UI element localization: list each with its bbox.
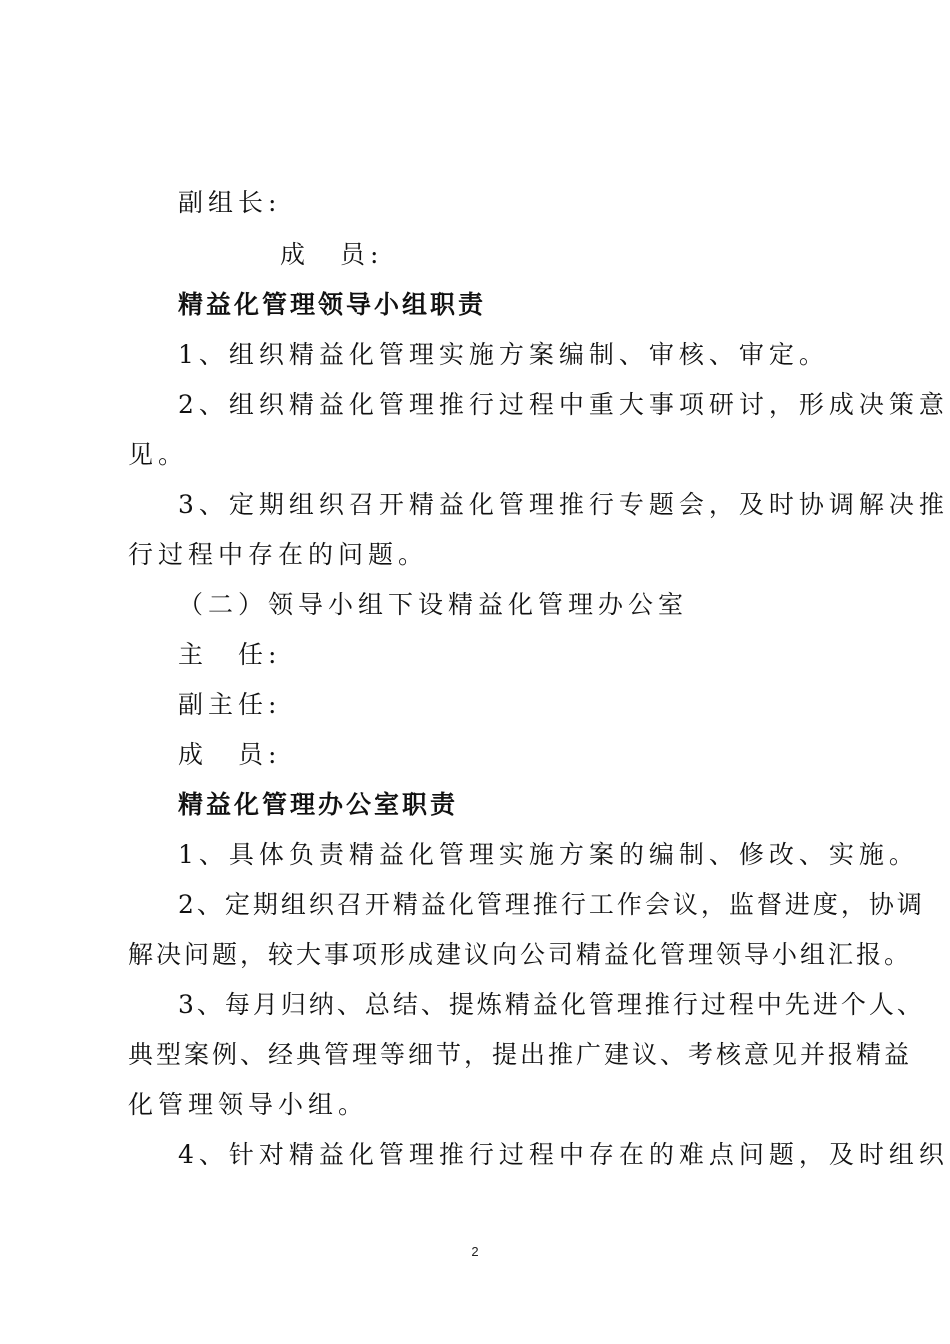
paragraph-line: 3、定期组织召开精益化管理推行专题会，及时协调解决推 — [178, 490, 949, 519]
page-number: 2 — [471, 1244, 479, 1259]
paragraph-line: 行过程中存在的问题。 — [128, 540, 429, 569]
office-members-label: 成 员: — [178, 740, 282, 769]
paragraph-line: 1、组织精益化管理实施方案编制、审核、审定。 — [178, 340, 829, 369]
members-label: 成 员: — [280, 240, 384, 269]
paragraph-line: 1、具体负责精益化管理实施方案的编制、修改、实施。 — [178, 840, 919, 869]
deputy-director-label: 副主任: — [178, 690, 282, 719]
section-heading-office-duties: 精益化管理办公室职责 — [178, 790, 459, 819]
paragraph-line: 2、定期组织召开精益化管理推行工作会议，监督进度，协调 — [178, 890, 925, 919]
paragraph-line: 化管理领导小组。 — [128, 1090, 369, 1119]
section-heading-leadership-duties: 精益化管理领导小组职责 — [178, 290, 487, 319]
subsection-heading-office: （二）领导小组下设精益化管理办公室 — [178, 590, 689, 619]
paragraph-line: 2、组织精益化管理推行过程中重大事项研讨，形成决策意 — [178, 390, 949, 419]
paragraph-line: 见。 — [128, 440, 189, 469]
paragraph-line: 3、每月归纳、总结、提炼精益化管理推行过程中先进个人、 — [178, 990, 925, 1019]
paragraph-line: 解决问题，较大事项形成建议向公司精益化管理领导小组汇报。 — [128, 940, 913, 969]
paragraph-line: 典型案例、经典管理等细节，提出推广建议、考核意见并报精益 — [128, 1040, 913, 1069]
director-label: 主 任: — [178, 640, 282, 669]
paragraph-line: 4、针对精益化管理推行过程中存在的难点问题，及时组织 — [178, 1140, 949, 1169]
deputy-leader-label: 副组长: — [178, 188, 282, 217]
